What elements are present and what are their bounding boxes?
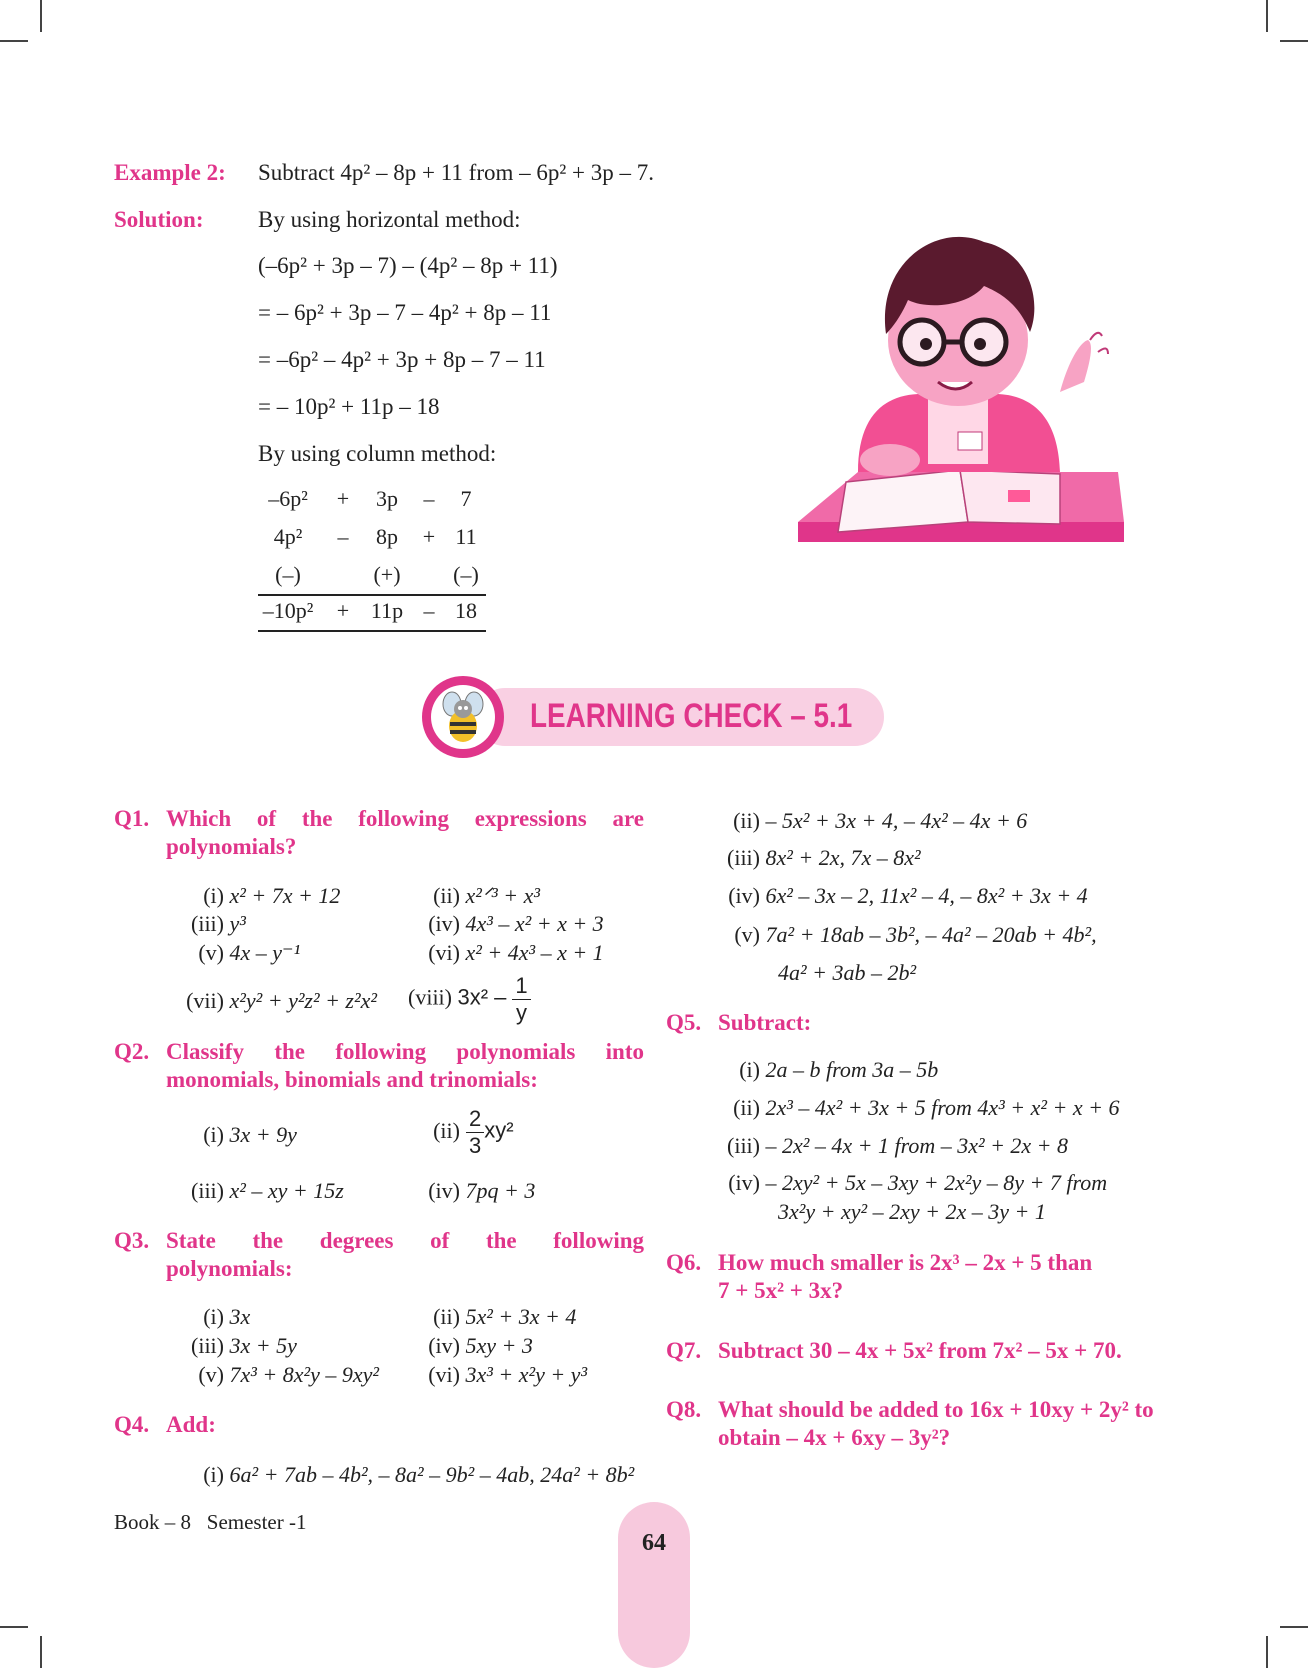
question-text: What should be added to 16x + 10xy + 2y² to — [718, 1397, 1154, 1422]
option — [420, 1333, 533, 1359]
question-number: Q3. — [114, 1228, 150, 1253]
option — [420, 1304, 576, 1330]
column-cell: 11 — [455, 524, 477, 549]
option — [420, 940, 604, 966]
column-row — [258, 598, 488, 628]
option-number: (v) — [198, 940, 224, 965]
option-number: (i) — [203, 1304, 224, 1329]
crop-mark — [40, 1636, 42, 1668]
question-text: State the degrees of the following — [166, 1228, 644, 1253]
solution-label: Solution: — [114, 207, 204, 232]
column-cell: – — [423, 486, 435, 511]
option — [420, 911, 604, 937]
option-text: 3x + 9y — [229, 1122, 297, 1147]
option-number: (iii) — [727, 1133, 760, 1158]
option-text: 3x² – — [457, 984, 507, 1010]
page-number-tab — [618, 1502, 690, 1668]
bee-badge — [422, 676, 504, 758]
question-text: Add: — [166, 1412, 216, 1437]
option-text: 3x — [229, 1304, 251, 1329]
fraction — [466, 1108, 484, 1157]
column-rule — [258, 630, 486, 632]
option-number: (iv) — [428, 911, 460, 936]
option — [170, 1122, 297, 1148]
option-text: – 2xy² + 5x – 3xy + 2x²y – 8y + 7 from — [765, 1170, 1108, 1195]
option-number: (v) — [198, 1362, 224, 1387]
option-text: 7a² + 18ab – 3b², – 4a² – 20ab + 4b², — [765, 922, 1097, 947]
option-text: x² + 7x + 12 — [229, 883, 341, 908]
option-number: (v) — [734, 922, 760, 947]
option — [170, 911, 246, 937]
option — [170, 1362, 379, 1388]
column-cell: + — [422, 524, 436, 549]
option-number: (ii) — [433, 1117, 460, 1143]
option-text: y³ — [229, 911, 246, 936]
option — [170, 1178, 344, 1204]
option-number: (i) — [203, 883, 224, 908]
page-number: 64 — [642, 1530, 666, 1556]
option-text: 8x² + 2x, 7x – 8x² — [765, 845, 921, 870]
option — [706, 1133, 1068, 1159]
option-number: (i) — [203, 1122, 224, 1147]
option-continued — [778, 960, 916, 986]
column-cell: 4p² — [273, 524, 303, 549]
column-cell: – — [423, 598, 435, 623]
question-text: How much smaller is 2x³ – 2x + 5 than — [718, 1250, 1093, 1275]
option-number: (ii) — [433, 1304, 460, 1329]
option — [420, 1108, 514, 1157]
option-number: (iv) — [428, 1178, 460, 1203]
option-number: (ii) — [733, 808, 760, 833]
crop-mark — [1280, 1626, 1308, 1628]
option — [170, 883, 340, 909]
semester-label: Semester -1 — [206, 1510, 307, 1534]
column-cell: –10p² — [262, 598, 314, 623]
column-row — [258, 562, 488, 592]
option-number: (iii) — [727, 845, 760, 870]
option-text: 3x + 5y — [229, 1333, 297, 1358]
option — [706, 883, 1088, 909]
question-number: Q8. — [666, 1397, 702, 1422]
question-text: polynomials? — [166, 834, 297, 859]
option-number: (iii) — [191, 911, 224, 936]
book-label: Book – 8 — [114, 1510, 192, 1534]
option — [170, 1304, 250, 1330]
column-cell: + — [336, 598, 350, 623]
question-text: 7 + 5x² + 3x? — [718, 1278, 844, 1303]
option-text: 5xy + 3 — [465, 1333, 533, 1358]
column-cell: (–) — [453, 562, 479, 587]
learning-check-title: LEARNING CHECK – 5.1 — [530, 697, 853, 735]
option — [408, 975, 531, 1024]
option-text: 5x² + 3x + 4 — [465, 1304, 577, 1329]
option-text: 4a² + 3ab – 2b² — [778, 960, 917, 985]
crop-mark — [1280, 40, 1308, 42]
crop-mark — [40, 0, 42, 32]
option — [706, 1057, 938, 1083]
question-text: Classify the following polynomials into — [166, 1039, 644, 1064]
solution-step: (–6p² + 3p – 7) – (4p² – 8p + 11) — [258, 253, 558, 278]
crop-mark — [1266, 0, 1268, 32]
option-number: (i) — [739, 1057, 760, 1082]
horizontal-heading: By using horizontal method: — [258, 207, 521, 232]
option-text: x² – xy + 15z — [229, 1178, 344, 1203]
option-text: 6x² – 3x – 2, 11x² – 4, – 8x² + 3x + 4 — [765, 883, 1088, 908]
option — [170, 1333, 297, 1359]
option-text: 4x – y⁻¹ — [229, 940, 301, 965]
footer-book — [114, 1510, 307, 1535]
option — [170, 940, 300, 966]
column-cell: 11p — [370, 598, 404, 623]
option-number: (iii) — [191, 1333, 224, 1358]
option — [420, 1178, 535, 1204]
example-label: Example 2: — [114, 160, 226, 185]
solution-step: = –6p² – 4p² + 3p + 8p – 7 – 11 — [258, 347, 546, 372]
question-text: polynomials: — [166, 1256, 293, 1281]
bee-icon — [422, 676, 504, 758]
option-number: (ii) — [433, 883, 460, 908]
column-cell: – — [337, 524, 349, 549]
option — [706, 1170, 1107, 1196]
option — [420, 1362, 587, 1388]
option-text: 7pq + 3 — [465, 1178, 536, 1203]
solution-step: = – 10p² + 11p – 18 — [258, 394, 440, 419]
question-number: Q2. — [114, 1039, 150, 1064]
fraction-denominator: y — [516, 1000, 528, 1025]
option-text: x²y² + y²z² + z²x² — [229, 988, 377, 1013]
column-row — [258, 524, 488, 554]
student-illustration — [798, 222, 1124, 556]
fraction-numerator: 1 — [512, 975, 530, 1000]
option-number: (iv) — [728, 883, 760, 908]
question-text: Subtract 30 – 4x + 5x² from 7x² – 5x + 70. — [718, 1338, 1122, 1363]
option-text: 2x³ – 4x² + 3x + 5 from 4x³ + x² + x + 6 — [765, 1095, 1120, 1120]
option-number: (vi) — [428, 940, 460, 965]
option — [420, 883, 540, 909]
question-number: Q5. — [666, 1010, 702, 1035]
option — [706, 922, 1097, 948]
option-number: (iv) — [428, 1333, 460, 1358]
fraction-numerator: 2 — [466, 1108, 484, 1133]
question-text: obtain – 4x + 6xy – 3y²? — [718, 1425, 951, 1450]
example-text: Subtract 4p² – 8p + 11 from – 6p² + 3p – 7. — [258, 160, 654, 185]
option-number: (ii) — [733, 1095, 760, 1120]
option-text: 2a – b from 3a – 5b — [765, 1057, 939, 1082]
option-text: 7x³ + 8x²y – 9xy² — [229, 1362, 379, 1387]
column-cell: 18 — [455, 598, 477, 623]
option-number: (i) — [203, 1462, 224, 1487]
solution-step: = – 6p² + 3p – 7 – 4p² + 8p – 11 — [258, 300, 552, 325]
option-text: 6a² + 7ab – 4b², – 8a² – 9b² – 4ab, 24a² + 8b² — [229, 1462, 635, 1487]
question-number: Q6. — [666, 1250, 702, 1275]
option — [170, 1462, 634, 1488]
option — [706, 1095, 1119, 1121]
option-number: (viii) — [408, 984, 452, 1010]
option-number: (vii) — [186, 988, 224, 1013]
option-text: xy² — [484, 1117, 514, 1143]
option-text: – 2x² – 4x + 1 from – 3x² + 2x + 8 — [765, 1133, 1069, 1158]
option — [706, 808, 1027, 834]
crop-mark — [0, 1626, 28, 1628]
option-text: x² + 4x³ – x + 1 — [465, 940, 604, 965]
option-continued — [778, 1199, 1046, 1225]
column-cell: 7 — [460, 486, 472, 511]
option-text: 4x³ – x² + x + 3 — [465, 911, 604, 936]
column-cell: 8p — [376, 524, 398, 549]
question-number: Q7. — [666, 1338, 702, 1363]
option-text: 3x²y + xy² – 2xy + 2x – 3y + 1 — [778, 1199, 1046, 1224]
fraction-denominator: 3 — [469, 1133, 482, 1158]
option-text: – 5x² + 3x + 4, – 4x² – 4x + 6 — [765, 808, 1028, 833]
column-heading: By using column method: — [258, 441, 497, 466]
column-rule — [258, 594, 486, 596]
option-text: 3x³ + x²y + y³ — [465, 1362, 588, 1387]
option — [162, 988, 377, 1014]
crop-mark — [0, 40, 28, 42]
question-text: monomials, binomials and trinomials: — [166, 1067, 538, 1092]
column-row — [258, 486, 488, 516]
question-number: Q1. — [114, 806, 150, 831]
option — [706, 845, 921, 871]
column-cell: + — [336, 486, 350, 511]
question-text: Which of the following expressions are — [166, 806, 644, 831]
option-number: (vi) — [428, 1362, 460, 1387]
question-number: Q4. — [114, 1412, 150, 1437]
option-number: (iii) — [191, 1178, 224, 1203]
column-cell: (+) — [373, 562, 401, 587]
column-cell: (–) — [275, 562, 301, 587]
column-cell: 3p — [376, 486, 398, 511]
option-text: x²ᐟ³ + x³ — [465, 883, 540, 908]
fraction — [512, 975, 530, 1024]
option-number: (iv) — [728, 1170, 760, 1195]
question-text: Subtract: — [718, 1010, 812, 1035]
crop-mark — [1266, 1636, 1268, 1668]
column-cell: –6p² — [268, 486, 308, 511]
